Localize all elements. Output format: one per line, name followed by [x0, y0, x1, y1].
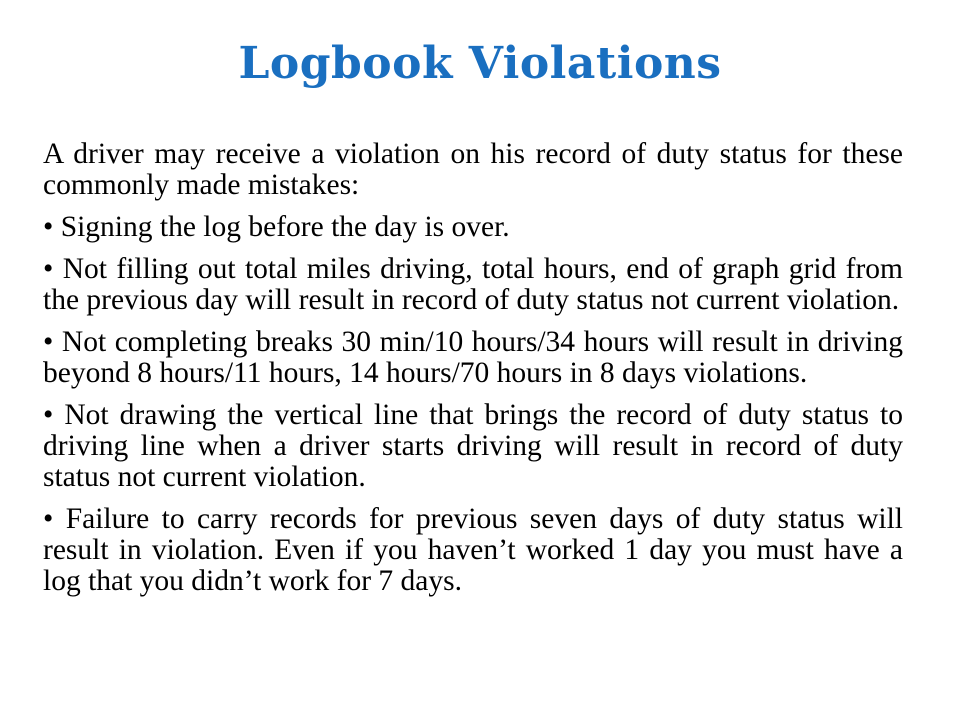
bullet-item: • Not completing breaks 30 min/10 hours/34 hours will result in driving beyond 8 hours/11 hours, 14 hours/70 hours in 8 days violations. — [43, 326, 903, 389]
bullet-item: • Failure to carry records for previous seven days of duty status will result in violation. Even if you haven’t worked 1 day you must have a log that you didn’t work for 7 days. — [43, 503, 903, 597]
slide-body — [43, 139, 903, 608]
bullet-item: • Signing the log before the day is over. — [43, 211, 510, 243]
slide-title: Logbook Violations — [238, 38, 722, 89]
intro-paragraph: A driver may receive a violation on his record of duty status for these commonly made mistakes: — [43, 138, 903, 201]
bullet-item: • Not drawing the vertical line that brings the record of duty status to driving line when a driver starts driving will result in record of duty status not current violation. — [43, 399, 903, 493]
bullet-item: • Not filling out total miles driving, total hours, end of graph grid from the previous day will result in record of duty status not current violation. — [43, 253, 903, 316]
